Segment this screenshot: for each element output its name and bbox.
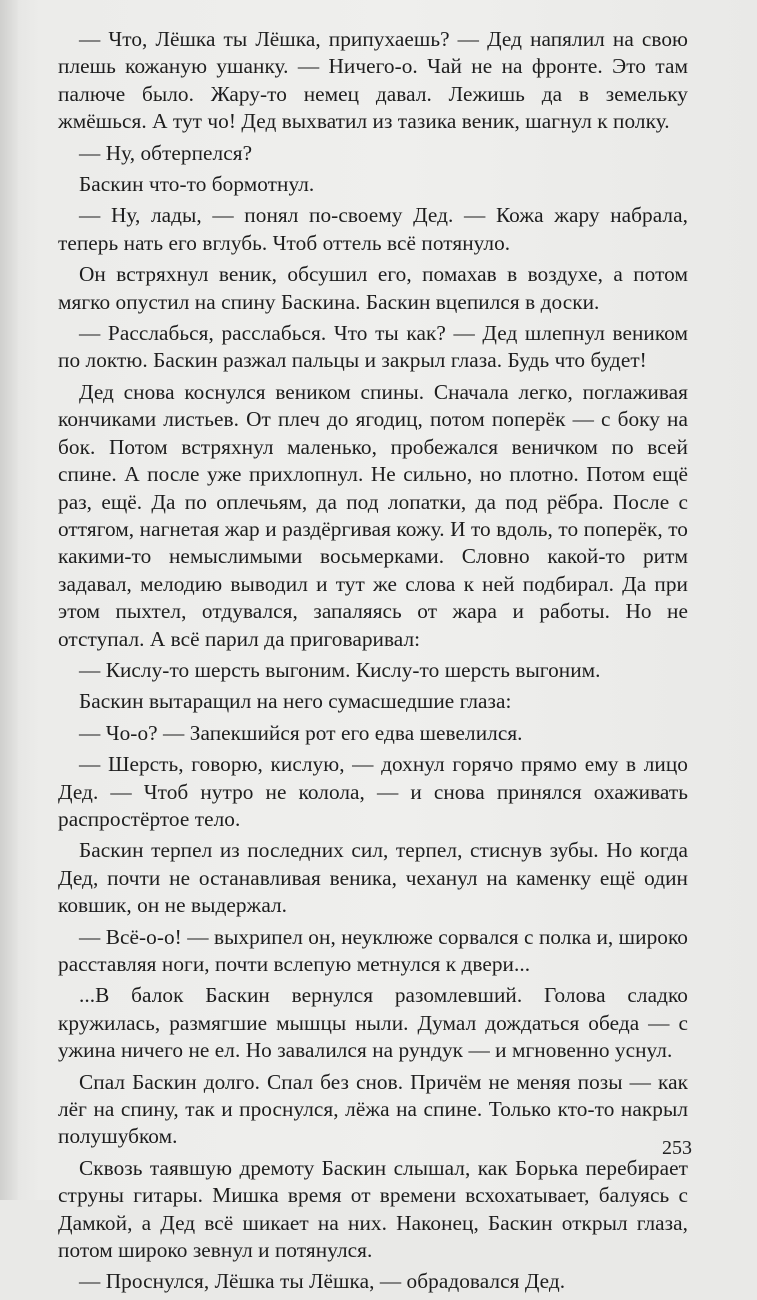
paragraph: — Ну, лады, — понял по-своему Дед. — Кожа жару набрала, теперь нать его вглубь. Чтоб оттель всё потянуло. — [58, 203, 688, 255]
paragraph: Баскин терпел из последних сил, терпел, стиснув зубы. Но когда Дед, почти не останавливая веника, чеханул на каменку ещё один ковшик, он не выдержал. — [58, 838, 688, 918]
paragraph: — Что, Лёшка ты Лёшка, припухаешь? — Дед напялил на свою плешь кожаную ушанку. — Ничего-о. Чай не на фронте. Это там палюче было. Жару-то немец давал. Лежишь да в земельку жмёшься. А тут чо! Дед выхватил из тазика веник, шагнул к полку. — [58, 27, 688, 134]
page-gutter-shadow — [0, 0, 18, 1200]
page-number: 253 — [662, 1137, 692, 1159]
paragraph: — Шерсть, говорю, кислую, — дохнул горячо прямо ему в лицо Дед. — Чтоб нутро не колола, — и снова принялся охаживать распростёртое тело. — [58, 752, 688, 831]
paragraph: — Расслабься, расслабься. Что ты как? — Дед шлепнул веником по локтю. Баскин разжал пальцы и закрыл глаза. Будь что будет! — [58, 321, 688, 373]
paragraph: Он встряхнул веник, обсушил его, помахав в воздухе, а потом мягко опустил на спину Баскина. Баскин вцепился в доски. — [58, 262, 688, 314]
paragraph: ...В балок Баскин вернулся разомлевший. Голова сладко кружилась, размягшие мышцы ныли. Думал дождаться обеда — с ужина ничего не ел. Но завалился на рундук — и мгновенно уснул. — [58, 983, 688, 1063]
paragraph: Баскин вытаращил на него сумасшедшие глаза: — [79, 689, 512, 714]
paragraph: Спал Баскин долго. Спал без снов. Причём не меняя позы — как лёг на спину, так и проснулся, лёжа на спине. Только кто-то накрыл полушубком. — [58, 1069, 688, 1149]
paragraph: — Кислу-то шерсть выгоним. Кислу-то шерсть выгоним. — [79, 657, 601, 682]
paragraph: — Всё-о-о! — выхрипел он, неуклюже сорвался с полка и, широко расставляя ноги, почти вслепую метнулся к двери... — [58, 924, 688, 976]
paragraph: — Ну, обтерпелся? — [79, 140, 253, 165]
paragraph: — Чо-о? — Запекшийся рот его едва шевелился. — [79, 720, 523, 745]
paragraph: Сквозь таявшую дремоту Баскин слышал, как Борька перебирает струны гитары. Мишка время от времени всхохатывает, балуясь с Дамкой, а Дед всё шикает на них. Наконец, Баскин открыл глаза, потом широко зевнул и потянулся. — [58, 1155, 688, 1263]
body-text — [58, 26, 688, 1300]
paragraph: Дед снова коснулся веником спины. Сначала легко, поглаживая кончиками листьев. От плеч до ягодиц, потом поперёк — с боку на бок. Потом встряхнул маленько, пробежался веничком по всей спине. А после уже прихлопнул. Не сильно, но плотно. Потом ещё раз, ещё. Да по оплечьям, да под лопатки, да под рёбра. После с оттягом, нагнетая жар и раздёргивая кожу. И то вдоль, то поперёк, то какими-то немыслимыми восьмерками. Словно какой-то ритм задавал, мелодию выводил и тут же слова к ней подбирал. Да при этом пыхтел, отдувался, запаляясь от жара и работы. Но не отступал. А всё парил да приговаривал: — [58, 379, 688, 651]
paragraph: Баскин что-то бормотнул. — [79, 172, 315, 197]
paragraph: — Проснулся, Лёшка ты Лёшка, — обрадовался Дед. — [79, 1269, 566, 1294]
